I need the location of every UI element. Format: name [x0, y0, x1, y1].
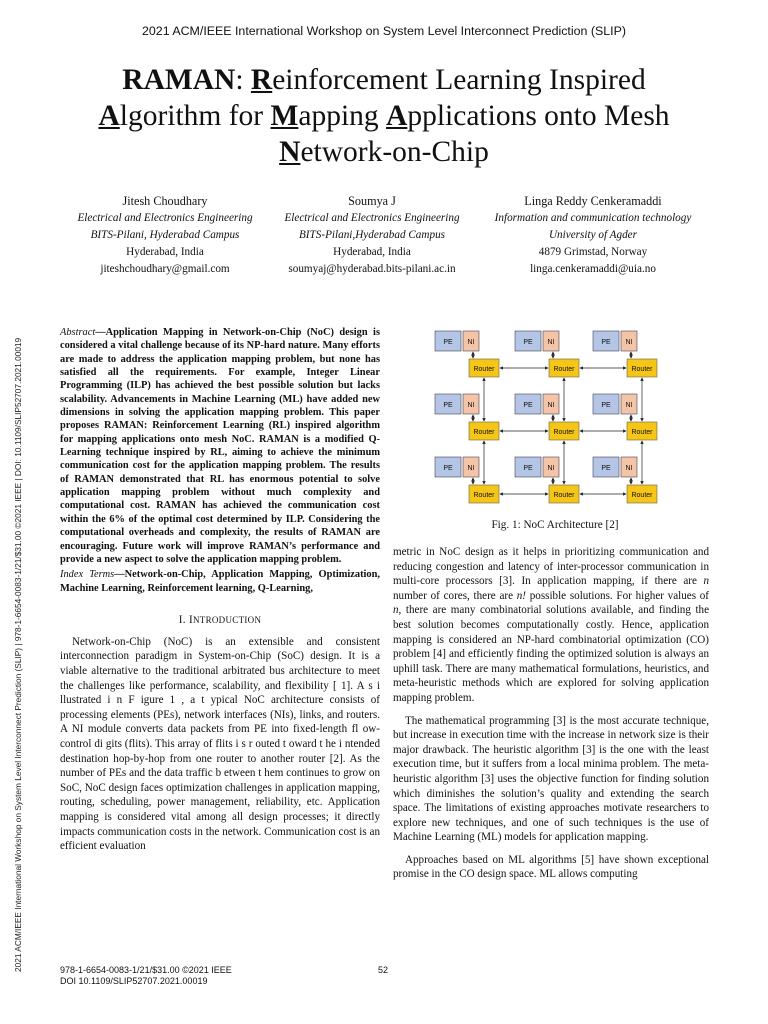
author-email: soumyaj@hyderabad.bits-pilani.ac.in [288, 263, 456, 275]
author-inst: University of Agder [548, 229, 638, 241]
section-title-rest: NTRODUCTION [192, 614, 262, 625]
ni-label: NI [625, 339, 633, 346]
author-location: Hyderabad, India [126, 246, 204, 258]
index-terms-text: Network-on-Chip, Application Mapping, Optimization, Machine Learning, Reinforcement learning, Q-Learning, [60, 569, 380, 594]
author-email: linga.cenkeramaddi@uia.no [530, 263, 656, 275]
abstract-text: Application Mapping in Network-on-Chip (NoC) design is considered a vital challenge because of its NP-hard nature. Many efforts are made to address the application mapping problem, but none has satisfied all the requirements. For example, Integer Linear Programming (ILP) has achieved the best possible solution but lacks scalability. Advancements in Machine Learning (ML) have added new dimensions in solving the application mapping problem. This paper proposes RAMAN: Reinforcement Learning (RL) inspired algorithm for mapping applications onto mesh NoC. RAMAN is a modified Q-Learning technique inspired by RL, aiming to achieve the minimum communication cost for the application mapping problem. The results of RAMAN demonstrated that RL has enormous potential to solve application mapping problem without much complexity and computational cost. RAMAN has achieved the communication cost within the 6% of the optimal cost determined by ILP. Considering the computational overheads and complexity, the results of RAMAN are encouraging. Future work will improve RAMAN’s performance and provide a new aspect to solve the application mapping problem. [60, 327, 380, 565]
pe-label: PE [443, 339, 453, 346]
ni-label: NI [467, 339, 475, 346]
title-part-2: lgorithm for [119, 100, 271, 132]
right-column [393, 545, 709, 882]
title-part-4: pplications onto Mesh [407, 100, 670, 132]
abstract-label: Abstract [60, 327, 96, 338]
page-number: 52 [378, 965, 389, 975]
title-part-1: einforcement Learning Inspired [272, 64, 646, 96]
pe-label: PE [523, 402, 533, 409]
index-terms-dash: — [114, 569, 125, 581]
author-name: Soumya J [348, 194, 396, 208]
section-heading [60, 613, 380, 627]
title-colon: : [235, 64, 251, 96]
paragraph-methods: The mathematical programming [3] is the most accurate technique, but increase in execution time with the increase in network size is their major drawback. The heuristic algorithm [3] is the one with the least execution time, but it suffers from a local minima problem. The meta-heuristic algorithm [3] uses the objective function for finding solution which diminishes the solution’s quality and extending the search space. The limitations of existing approaches motivate researchers to explore new techniques, and one of such techniques is the use of Machine Learning (ML) models for application mapping. [393, 714, 709, 844]
section-number: I. [178, 613, 189, 626]
index-terms-label: Index Terms [60, 569, 115, 581]
ni-label: NI [467, 465, 475, 472]
author-dept: Electrical and Electronics Engineering [284, 212, 460, 224]
text-run: number of cores, there are [393, 589, 517, 602]
ni-label: NI [547, 402, 555, 409]
title-n-initial: N [279, 136, 301, 168]
router-label: Router [631, 492, 653, 499]
title-part-5: etwork-on-Chip [300, 136, 489, 168]
title-raman: RAMAN [122, 64, 236, 96]
ni-label: NI [467, 402, 475, 409]
footer-doi: DOI 10.1109/SLIP52707.2021.00019 [60, 976, 208, 986]
author-name: Linga Reddy Cenkeramaddi [524, 194, 662, 208]
pe-label: PE [443, 465, 453, 472]
section-first-letter: I [188, 613, 193, 626]
pe-label: PE [443, 402, 453, 409]
author-block-3 [476, 193, 710, 278]
author-dept: Information and communication technology [494, 212, 692, 224]
math-n: n [703, 575, 709, 588]
author-block-1 [62, 193, 268, 278]
author-block-2 [268, 193, 476, 278]
router-label: Router [473, 492, 495, 499]
pe-label: PE [523, 465, 533, 472]
index-terms [60, 568, 380, 595]
paper-title [40, 62, 728, 170]
router-label: Router [631, 366, 653, 373]
text-run: , there are many combinatorial solutions available, and finding the best solution becomes computationally costly. Hence, application mapping is considered an NP-hard combinatorial optimization (CO) problem [4] and efficiently finding the optimized solution is always an uphill task. There are many mathematical formulations, heuristics, and meta-heuristic methods which are explored for solving application mapping problem. [393, 604, 709, 704]
conference-header: 2021 ACM/IEEE International Workshop on System Level Interconnect Prediction (SLIP) [142, 24, 626, 38]
figure-caption: Fig. 1: NoC Architecture [2] [491, 519, 619, 531]
author-location: 4879 Grimstad, Norway [538, 246, 648, 258]
title-r-initial: R [250, 64, 273, 96]
router-label: Router [553, 429, 575, 436]
math-n: n [393, 604, 399, 617]
pe-label: PE [601, 402, 611, 409]
paragraph-ml: Approaches based on ML algorithms [5] have shown exceptional promise in the CO design space. ML allows computing [393, 853, 709, 881]
text-run: metric in NoC design as it helps in prioritizing communication and reducing congestion and latency of inter-processor communication in multi-core processors [3]. In application mapping, if there are [393, 546, 709, 588]
ni-label: NI [625, 465, 633, 472]
pe-label: PE [601, 465, 611, 472]
math-n-factorial: n! [516, 589, 526, 602]
router-label: Router [553, 366, 575, 373]
title-part-3: apping [298, 100, 387, 132]
router-label: Router [473, 366, 495, 373]
author-inst: BITS-Pilani,Hyderabad Campus [298, 229, 446, 241]
author-inst: BITS-Pilani, Hyderabad Campus [90, 229, 240, 241]
author-name: Jitesh Choudhary [122, 194, 208, 208]
abstract-dash: — [95, 327, 106, 338]
title-a2-initial: A [386, 100, 408, 132]
left-column [60, 326, 380, 854]
author-dept: Electrical and Electronics Engineering [77, 212, 253, 224]
footer-isbn: 978-1-6654-0083-1/21/$31.00 ©2021 IEEE [60, 965, 232, 975]
text-run: possible solutions. For higher values of [526, 589, 710, 602]
author-location: Hyderabad, India [333, 246, 411, 258]
router-label: Router [631, 429, 653, 436]
ni-label: NI [547, 339, 555, 346]
ni-label: NI [547, 465, 555, 472]
intro-paragraph: Network-on-Chip (NoC) is an extensible and consistent interconnection paradigm in System-on-Chip (SoC) design. It is a viable alternative to the traditional arbitrated bus architecture to meet the challenges like performance, scalability, and flexibility [ 1]. A s i llustrated i n F igure 1 , a t ypical NoC architecture consists of processing elements (PEs), network interfaces (NIs), links, and routers. A NI module converts data packets from PE into fixed-length fl ow-control di gits (flits). This array of flits i s r outed t oward t he i ntended destination hop-by-hop from one router to another router [2]. As the number of PEs and the data traffic b etween t hem continues to grow on SoC, NoC design faces optimization challenges in application mapping, routing, scheduling, power management, reliability, etc. Application mapping is considered vital among all design processes; it directly impacts communication costs in the network. Communication cost is an efficient evaluation [60, 635, 380, 853]
abstract [60, 326, 380, 566]
noc-architecture-figure [425, 321, 705, 521]
title-m-initial: M [270, 100, 299, 132]
paragraph-metric [393, 545, 709, 706]
author-email: jiteshchoudhary@gmail.com [100, 263, 230, 275]
router-label: Router [473, 429, 495, 436]
pe-label: PE [523, 339, 533, 346]
router-label: Router [553, 492, 575, 499]
title-a1-initial: A [98, 100, 120, 132]
ni-label: NI [625, 402, 633, 409]
doi-sidebar: 2021 ACM/IEEE International Workshop on System Level Interconnect Prediction (SLIP) | 978-1-6654-0083-1/21/$31.00 ©2021 IEEE | DOI: 10.1109/SLIP52707.2021.00019 [13, 337, 23, 972]
pe-label: PE [601, 339, 611, 346]
page-footer [60, 965, 232, 987]
